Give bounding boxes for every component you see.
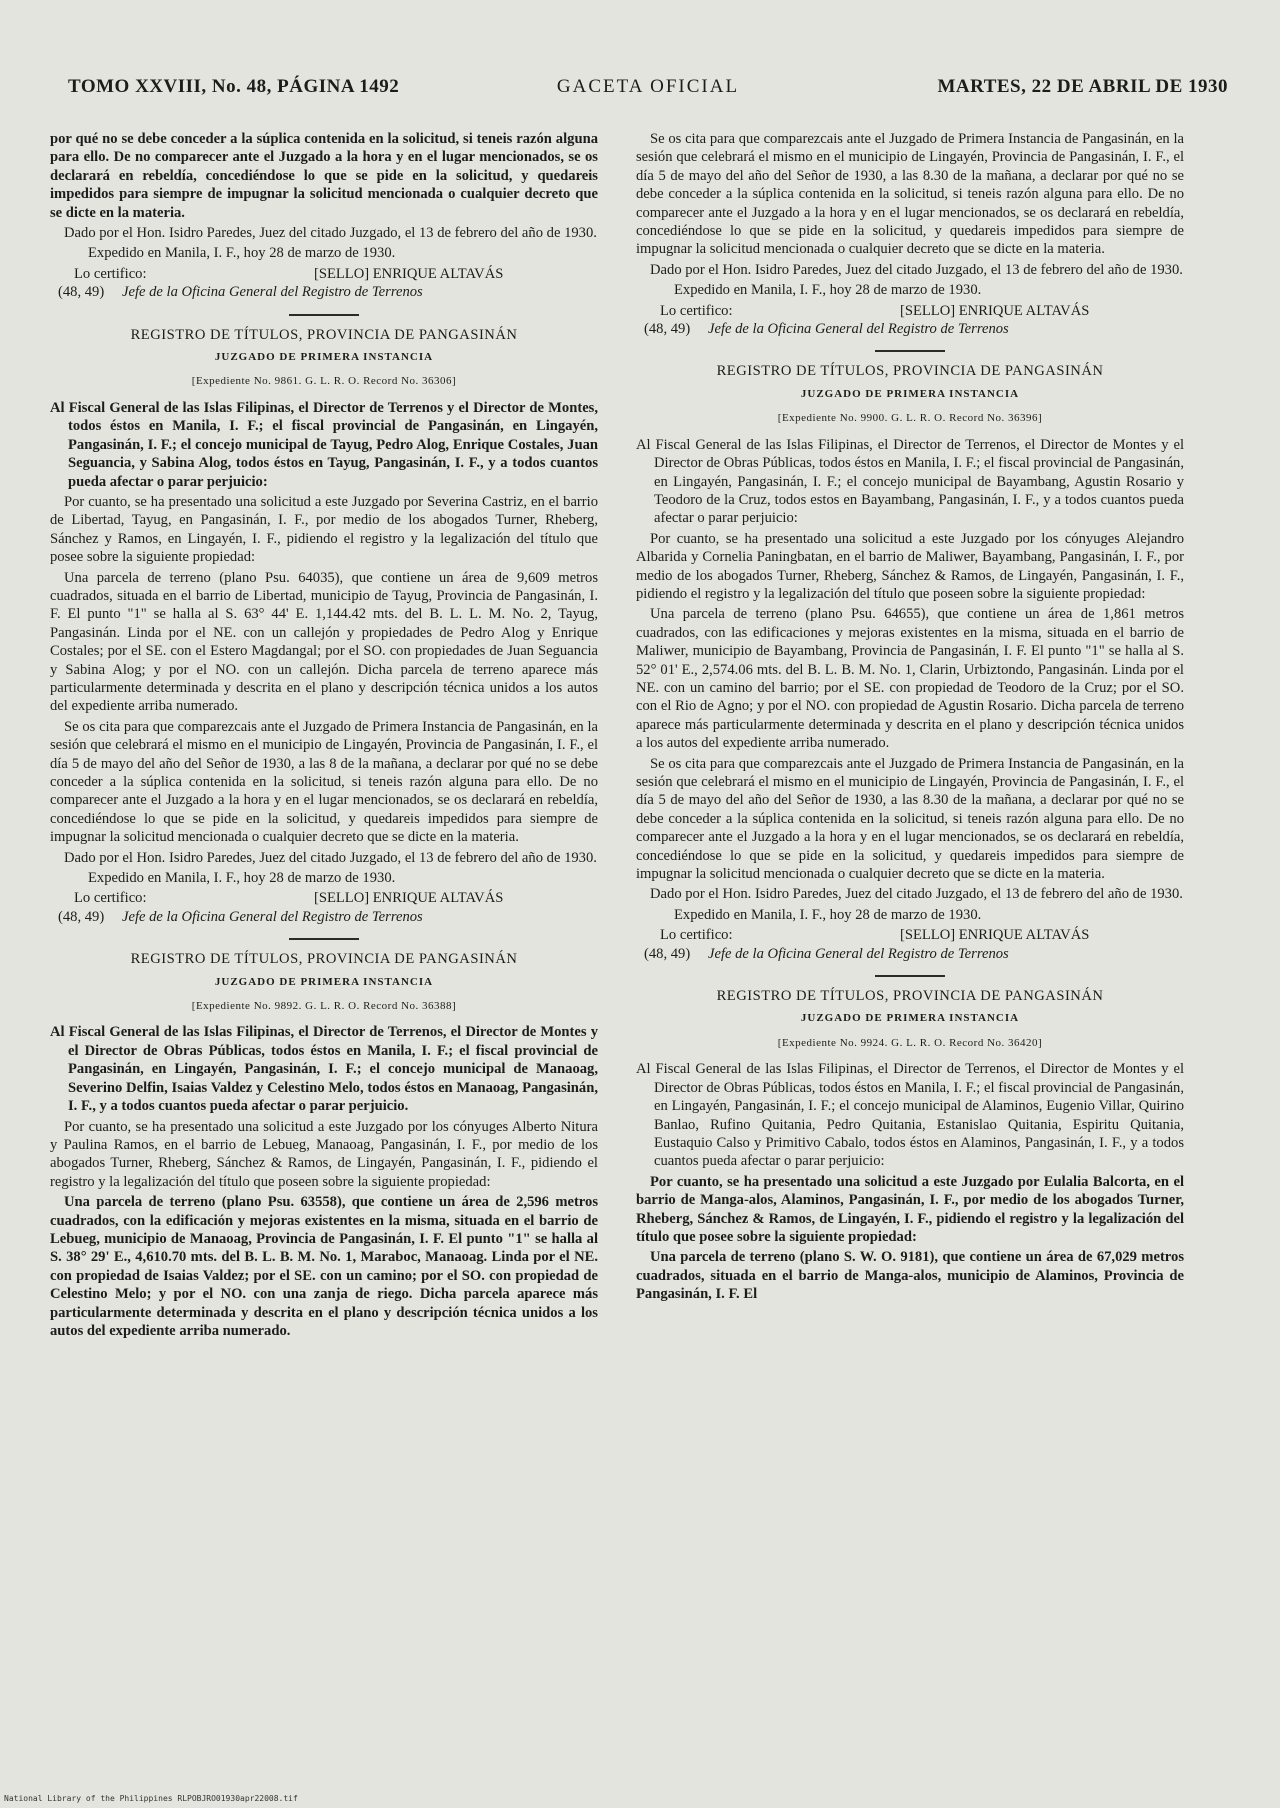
summons-paragraph: Se os cita para que comparezcais ante el Juzgado de Primera Instancia de Pangasinán, en la sesión que celebrará el mismo en el municipio de Lingayén, Provincia de Pangasinán, I. F., el día 5 de mayo del año del Señor de 1930, a las 8 de la mañana, a declarar por qué no se debe conceder a la súplica contenida en la solicitud, si teneis razón alguna para ello. De no comparecer ante el Juzgado a la hora y en el lugar mencionados, se os declarará en rebeldía, concediéndose lo que se pide en la solicitud, y quedareis impedidos para siempre de impugnar la solicitud mencionada o cualquier decreto que se dicte en la materia.	[50, 718, 598, 846]
petition-paragraph: Por cuanto, se ha presentado una solicitud a este Juzgado por los cónyuges Alberto Nitura y Paulina Ramos, en el barrio de Lebueg, Manaoag, Pangasinán, I. F., por medio de los abogados Turner, Rheberg, Sánchez & Ramos, de Lingayén, Pangasinán, I. F., pidiendo el registro y la legalización del título que poseen sobre la siguiente propiedad:	[50, 1118, 598, 1190]
section-divider	[289, 314, 359, 316]
issued-line: Expedido en Manila, I. F., hoy 28 de marzo de 1930.	[88, 245, 396, 262]
signatory-office	[50, 908, 598, 926]
seal-signature: [SELLO] ENRIQUE ALTAVÁS	[314, 265, 504, 282]
property-paragraph: Una parcela de terreno (plano Psu. 64035), que contiene un área de 9,609 metros cuadrados, situada en el barrio de Libertad, municipio de Tayug, Provincia de Pangasinán, I. F. El punto "1" se halla al S. 63° 44' E. 1,144.42 mts. del B. L. L. M. No. 2, Tayug, Pangasinán. Linda por el NE. con un callejón y propiedades de Pedro Alog y Enrique Costales; por el SE. con el Estero Magdangal; por el SO. con propiedades de Juan Seguancia y Sabina Alog; y por el NO. con un callejón. Dicha parcela de terreno aparece más particularmente determinada y descrita en el plano y descripción técnica unidos a los autos del expediente arriba numerado.	[50, 569, 598, 715]
given-by: Dado por el Hon. Isidro Paredes, Juez del citado Juzgado, el 13 de febrero del año de 1930.	[64, 849, 597, 866]
property-paragraph: Una parcela de terreno (plano Psu. 63558), que contiene un área de 2,596 metros cuadrados, con la edificación y mejoras existentes en la misma, situada en el barrio de Lebueg, municipio de Manaoag, Provincia de Pangasinán, I. F. El punto "1" se halla al S. 38° 29' E., 4,610.70 mts. del B. L. B. M. No. 1, Maraboc, Manaoag. Linda por el NE. con propiedad de Isaias Valdez; por el SE. con un camino; por el SO. con propiedad de Celestino Melo; y por el NO. con una zanja de riego. Dicha parcela aparece más particularmente determinada y descrita en el plano y descripción técnica unidos a los autos del expediente arriba numerado.	[50, 1194, 598, 1339]
section-divider	[289, 938, 359, 940]
signatory-office	[636, 945, 1184, 963]
office-title: Jefe de la Oficina General del Registro de Terrenos	[708, 321, 1009, 338]
seal-signature: [SELLO] ENRIQUE ALTAVÁS	[314, 890, 504, 907]
reference-number: (48, 49)	[58, 284, 105, 301]
addressees: Al Fiscal General de las Islas Filipinas, el Director de Terrenos, el Director de Montes y el Director de Obras Públicas, todos éstos en Manila, I. F.; el fiscal provincial de Pangasinán, en Lingayén, Pangasinán, I. F.; el concejo municipal de Alaminos, Eugenio Villar, Quirino Banlao, Rufino Quitania, Pedro Quitania, Estanislao Quitania, Espiritu Quitania, Eustaquio Calso y Primitivo Cabalo, todos éstos en Alaminos, Pangasinán, I. F., y a todos cuantos pueda afectar o parar perjuicio:	[636, 1061, 1184, 1170]
reference-number: (48, 49)	[644, 945, 691, 962]
section-title: REGISTRO DE TÍTULOS, PROVINCIA DE PANGASINÁN	[716, 363, 1104, 380]
expediente-number: [Expediente No. 9900. G. L. R. O. Record No. 36396]	[777, 412, 1043, 425]
certification	[636, 926, 1184, 944]
volume-page-number: TOMO XXVIII, No. 48, PÁGINA 1492	[68, 76, 400, 97]
addressees: Al Fiscal General de las Islas Filipinas, el Director de Terrenos y el Director de Montes, todos éstos en Manila, I. F.; el fiscal provincial de Pangasinán, en Lingayén, Pangasinán, I. F.; el concejo municipal de Tayug, Pedro Alog, Enrique Costales, Juan Seguancia, y Sabina Alog, todos éstos en Tayug, Pangasinán, I. F., y a todos cuantos pueda afectar o parar perjuicio:	[50, 399, 598, 490]
signatory-office	[50, 283, 598, 301]
petition-paragraph: Por cuanto, se ha presentado una solicitud a este Juzgado por los cónyuges Alejandro Albarida y Cornelia Paningbatan, en el barrio de Maliwer, Bayambang, Pangasinán, I. F., por medio de los abogados Turner, Rheberg, Sánchez & Ramos, de Lingayén, Pangasinán, I. F., pidiendo el registro y la legalización del título que poseen sobre la siguiente propiedad:	[636, 530, 1184, 602]
expediente-number: [Expediente No. 9924. G. L. R. O. Record No. 36420]	[777, 1036, 1043, 1049]
issue-date: MARTES, 22 DE ABRIL DE 1930	[937, 76, 1228, 97]
expediente-number: [Expediente No. 9892. G. L. R. O. Record No. 36388]	[191, 1000, 457, 1013]
seal-signature: [SELLO] ENRIQUE ALTAVÁS	[900, 927, 1090, 944]
property-paragraph: Una parcela de terreno (plano Psu. 64655), que contiene un área de 1,861 metros cuadrados, con las edificaciones y mejoras existentes en la misma, situada en el barrio de Maliwer, municipio de Bayambang, Provincia de Pangasinán, I. F. El punto "1" se halla al S. 52° 01' E., 2,574.06 mts. del B. L. B. M. No. 1, Clarin, Urbiztondo, Pangasinán. Linda por el NE. con un camino del barrio; por el SE. con propiedad de Teodoro de la Cruz; por el SO. con el Rio de Agno; y por el NO. con propiedad de Agustin Rosario. Dicha parcela de terreno aparece más particularmente determinada y descrita en el plano y descripción técnica unidos a los autos del expediente arriba numerado.	[636, 606, 1184, 752]
office-title: Jefe de la Oficina General del Registro de Terrenos	[708, 945, 1009, 962]
addressees: Al Fiscal General de las Islas Filipinas, el Director de Terrenos, el Director de Montes y el Director de Obras Públicas, todos éstos en Manila, I. F.; el fiscal provincial de Pangasinán, en Lingayén, Pangasinán, I. F.; el concejo municipal de Manaoag, Severino Delfin, Isaias Valdez y Celestino Melo, todos éstos en Manaoag, Pangasinán, I. F., y a todos cuantos pueda afectar o parar perjuicio.	[50, 1024, 598, 1115]
reference-number: (48, 49)	[644, 321, 691, 338]
summons-paragraph: Se os cita para que comparezcais ante el Juzgado de Primera Instancia de Pangasinán, en la sesión que celebrará el mismo en el municipio de Lingayén, Provincia de Pangasinán, I. F., el día 5 de mayo del año del Señor de 1930, a las 8.30 de la mañana, a declarar por qué no se debe conceder a la súplica contenida en la solicitud, si teneis razón alguna para ello. De no comparecer ante el Juzgado a la hora y en el lugar mencionados, se os declarará en rebeldía, concediéndose lo que se pide en la solicitud, y quedareis impedidos para siempre de impugnar la solicitud mencionada o cualquier decreto que se dicte en la materia.	[636, 131, 1184, 258]
certification	[50, 265, 598, 283]
issued-line: Expedido en Manila, I. F., hoy 28 de marzo de 1930.	[674, 906, 982, 923]
certification	[50, 889, 598, 907]
court-name: JUZGADO DE PRIMERA INSTANCIA	[214, 975, 434, 988]
court-name: JUZGADO DE PRIMERA INSTANCIA	[214, 351, 434, 364]
issued-line: Expedido en Manila, I. F., hoy 28 de marzo de 1930.	[674, 282, 982, 299]
seal-signature: [SELLO] ENRIQUE ALTAVÁS	[900, 302, 1090, 319]
office-title: Jefe de la Oficina General del Registro de Terrenos	[122, 284, 423, 301]
continuation-paragraph: por qué no se debe conceder a la súplica contenida en la solicitud, si teneis razón alguna para ello. De no comparecer ante el Juzgado a la hora y en el lugar mencionados, se os declarará en rebeldía, concediéndose lo que se pide en la solicitud, y quedareis impedidos para siempre de impugnar la solicitud mencionada o cualquier decreto que se dicte en la materia.	[50, 131, 598, 221]
reference-number: (48, 49)	[58, 908, 105, 925]
given-by: Dado por el Hon. Isidro Paredes, Juez del citado Juzgado, el 13 de febrero del año de 1930.	[650, 886, 1183, 903]
property-paragraph: Una parcela de terreno (plano S. W. O. 9181), que contiene un área de 67,029 metros cuadrados, situada en el barrio de Manga-alos, municipio de Alaminos, Provincia de Pangasinán, I. F. El	[636, 1249, 1184, 1303]
section-divider	[875, 975, 945, 977]
page-header	[68, 76, 1228, 106]
section-title: REGISTRO DE TÍTULOS, PROVINCIA DE PANGASINÁN	[130, 326, 518, 343]
certify-label: Lo certifico:	[660, 927, 733, 944]
given-by: Dado por el Hon. Isidro Paredes, Juez del citado Juzgado, el 13 de febrero del año de 1930.	[650, 261, 1183, 278]
summons-paragraph: Se os cita para que comparezcais ante el Juzgado de Primera Instancia de Pangasinán, en la sesión que celebrará el mismo en el municipio de Lingayén, Provincia de Pangasinán, I. F., el día 5 de mayo del año del Señor de 1930, a las 8.30 de la mañana, a declarar por qué no se debe conceder a la súplica contenida en la solicitud, si teneis razón alguna para ello. De no comparecer ante el Juzgado a la hora y en el lugar mencionados, se os declarará en rebeldía, concediéndose lo que se pide en la solicitud, y quedareis impedidos para siempre de impugnar la solicitud mencionada o cualquier decreto que se dicte en la materia.	[636, 755, 1184, 883]
addressees: Al Fiscal General de las Islas Filipinas, el Director de Terrenos, el Director de Montes y el Director de Obras Públicas, todos éstos en Manila, I. F.; el fiscal provincial de Pangasinán, en Lingayén, Pangasinán, I. F.; el concejo municipal de Bayambang, Agustin Rosario y Teodoro de la Cruz, todos estos en Bayambang, Pangasinán, I. F., y a todos cuantos pueda afectar o parar perjuicio:	[636, 436, 1184, 527]
right-column	[636, 130, 1184, 1306]
publication-title: GACETA OFICIAL	[556, 76, 740, 97]
left-column	[50, 130, 598, 1342]
court-name: JUZGADO DE PRIMERA INSTANCIA	[800, 387, 1020, 400]
expediente-number: [Expediente No. 9861. G. L. R. O. Record No. 36306]	[191, 375, 457, 388]
petition-paragraph: Por cuanto, se ha presentado una solicitud a este Juzgado por Eulalia Balcorta, en el barrio de Manga-alos, Alaminos, Pangasinán, I. F., por medio de los abogados Turner, Rheberg, Sánchez & Ramos, de Lingayén, I. F., pidiendo el registro y la legalización del título que posee sobre la siguiente propiedad:	[636, 1173, 1184, 1245]
section-title: REGISTRO DE TÍTULOS, PROVINCIA DE PANGASINÁN	[716, 988, 1104, 1005]
office-title: Jefe de la Oficina General del Registro de Terrenos	[122, 908, 423, 925]
given-by: Dado por el Hon. Isidro Paredes, Juez del citado Juzgado, el 13 de febrero del año de 1930.	[64, 225, 597, 242]
section-divider	[875, 350, 945, 352]
scan-source-footer: National Library of the Philippines RLPOBJRO01930apr22008.tif	[4, 1794, 298, 1803]
certify-label: Lo certifico:	[74, 265, 147, 282]
court-name: JUZGADO DE PRIMERA INSTANCIA	[800, 1012, 1020, 1025]
certify-label: Lo certifico:	[660, 302, 733, 319]
certify-label: Lo certifico:	[74, 890, 147, 907]
signatory-office	[636, 320, 1184, 338]
certification	[636, 302, 1184, 320]
petition-paragraph: Por cuanto, se ha presentado una solicitud a este Juzgado por Severina Castriz, en el barrio de Libertad, Tayug, en Pangasinán, I. F., por medio de los abogados Turner, Rheberg, Sánchez y Ramos, en Lingayén, I. F., pidiendo el registro y la legalización del título que posee sobre la siguiente propiedad:	[50, 493, 598, 566]
section-title: REGISTRO DE TÍTULOS, PROVINCIA DE PANGASINÁN	[130, 951, 518, 968]
issued-line: Expedido en Manila, I. F., hoy 28 de marzo de 1930.	[88, 870, 396, 887]
